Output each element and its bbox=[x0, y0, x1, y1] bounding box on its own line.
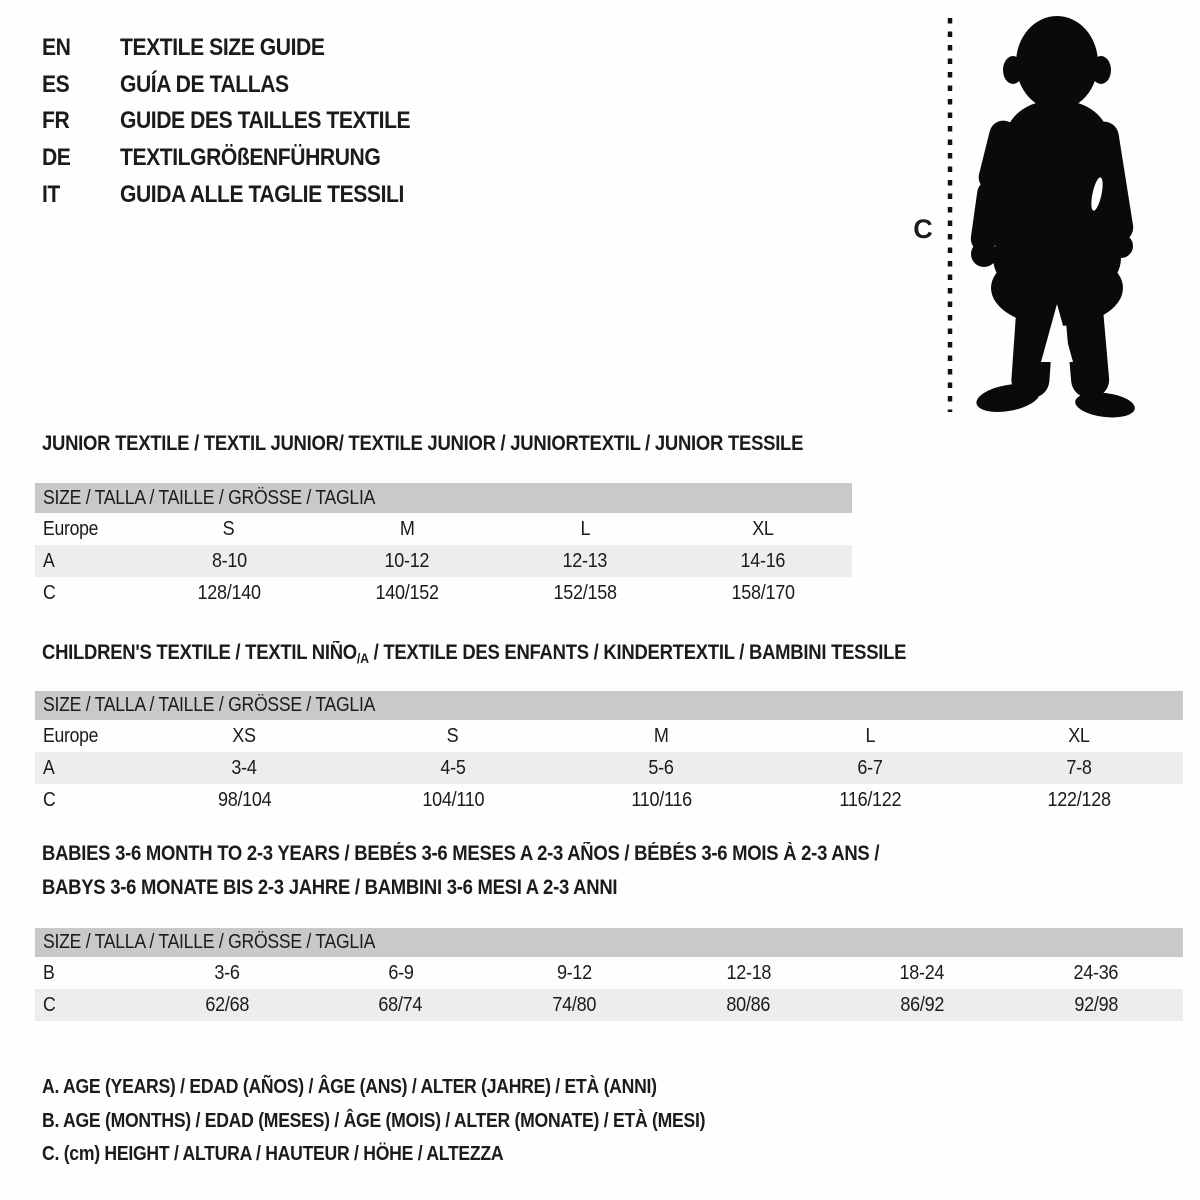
size-cell: 122/128 bbox=[1047, 788, 1111, 811]
size-cell: 12-18 bbox=[726, 961, 771, 984]
language-title-list bbox=[42, 30, 450, 213]
children-table-header bbox=[35, 691, 1183, 720]
language-title: GUIDE DES TAILLES TEXTILE bbox=[120, 107, 411, 135]
language-row-es bbox=[42, 67, 450, 104]
language-title: GUÍA DE TALLAS bbox=[120, 70, 289, 98]
row-label: B bbox=[43, 961, 55, 984]
size-cell: 5-6 bbox=[648, 756, 675, 779]
language-title: TEXTILE SIZE GUIDE bbox=[120, 34, 325, 62]
size-cell: 12-13 bbox=[562, 549, 608, 572]
size-cell: 80/86 bbox=[726, 993, 771, 1016]
language-title: TEXTILGRÖßENFÜHRUNG bbox=[120, 144, 381, 172]
children-row-europe bbox=[35, 720, 1183, 752]
size-cell: 24-36 bbox=[1073, 961, 1119, 984]
junior-table-header bbox=[35, 483, 852, 513]
size-cell: 68/74 bbox=[378, 993, 423, 1016]
size-cell: 6-7 bbox=[857, 756, 883, 779]
size-cell: 128/140 bbox=[197, 581, 261, 604]
babies-section-title-line2: BABYS 3-6 MONATE BIS 2-3 JAHRE / BAMBINI 3-6 MESI A 2-3 ANNI bbox=[42, 876, 618, 899]
children-row-age bbox=[35, 752, 1183, 784]
babies-size-table bbox=[35, 928, 1183, 1021]
language-row-fr bbox=[42, 103, 450, 140]
children-row-height bbox=[35, 784, 1183, 816]
babies-row-height bbox=[35, 989, 1183, 1021]
children-size-table bbox=[35, 691, 1183, 816]
size-cell: 62/68 bbox=[205, 993, 249, 1016]
size-cell: 4-5 bbox=[440, 756, 466, 779]
size-cell: M bbox=[654, 724, 669, 747]
size-cell: XL bbox=[752, 517, 774, 540]
size-cell: 74/80 bbox=[552, 993, 597, 1016]
size-cell: 86/92 bbox=[900, 993, 945, 1016]
height-measure-label: C bbox=[913, 214, 933, 244]
size-cell: 7-8 bbox=[1066, 756, 1092, 779]
row-label: A bbox=[43, 549, 55, 572]
junior-section-title: JUNIOR TEXTILE / TEXTIL JUNIOR/ TEXTILE JUNIOR / JUNIORTEXTIL / JUNIOR TESSILE bbox=[42, 432, 804, 455]
size-cell: 18-24 bbox=[899, 961, 945, 984]
size-cell: M bbox=[399, 517, 415, 540]
size-cell: 3-6 bbox=[214, 961, 240, 984]
size-cell: 3-4 bbox=[231, 756, 257, 779]
row-label: Europe bbox=[43, 517, 99, 540]
language-code: EN bbox=[42, 34, 71, 62]
size-cell: 8-10 bbox=[211, 549, 247, 572]
language-title: GUIDA ALLE TAGLIE TESSILI bbox=[120, 180, 404, 208]
legend-line-a: A. AGE (YEARS) / EDAD (AÑOS) / ÂGE (ANS) / ALTER (JAHRE) / ETÀ (ANNI) bbox=[42, 1076, 657, 1099]
language-code: ES bbox=[42, 70, 70, 98]
language-code: DE bbox=[42, 144, 71, 172]
size-cell: XS bbox=[232, 724, 257, 747]
size-cell: 116/122 bbox=[839, 788, 902, 811]
size-header-label: SIZE / TALLA / TAILLE / GRÖSSE / TAGLIA bbox=[43, 694, 376, 716]
size-cell: 14-16 bbox=[740, 549, 786, 572]
size-cell: 158/170 bbox=[731, 581, 795, 604]
language-code: IT bbox=[42, 180, 60, 208]
row-label: Europe bbox=[43, 724, 99, 747]
size-cell: S bbox=[447, 724, 459, 747]
nino-a-subscript: /A bbox=[356, 650, 369, 666]
row-label: C bbox=[43, 581, 56, 604]
row-label: C bbox=[43, 993, 56, 1016]
language-row-en bbox=[42, 30, 450, 67]
size-cell: 10-12 bbox=[384, 549, 430, 572]
toddler-silhouette-icon bbox=[900, 8, 1152, 422]
size-cell: 104/110 bbox=[421, 788, 484, 811]
size-cell: 92/98 bbox=[1074, 993, 1118, 1016]
babies-row-age bbox=[35, 957, 1183, 989]
measure-legend bbox=[42, 1071, 796, 1172]
size-cell: 9-12 bbox=[557, 961, 593, 984]
junior-row-europe bbox=[35, 513, 852, 545]
size-cell: 98/104 bbox=[217, 788, 272, 811]
size-cell: 140/152 bbox=[375, 581, 439, 604]
row-label: A bbox=[43, 756, 55, 779]
height-figure bbox=[900, 8, 1152, 422]
language-code: FR bbox=[42, 107, 70, 135]
row-label: C bbox=[43, 788, 56, 811]
junior-size-table bbox=[35, 483, 852, 609]
size-cell: 6-9 bbox=[388, 961, 414, 984]
junior-row-age bbox=[35, 545, 852, 577]
size-header-label: SIZE / TALLA / TAILLE / GRÖSSE / TAGLIA bbox=[43, 486, 376, 509]
junior-row-height bbox=[35, 577, 852, 609]
size-cell: L bbox=[580, 517, 590, 540]
legend-line-c: C. (cm) HEIGHT / ALTURA / HAUTEUR / HÖHE / ALTEZZA bbox=[42, 1143, 504, 1166]
size-cell: L bbox=[865, 724, 875, 747]
children-section-title: CHILDREN'S TEXTILE / TEXTIL $NIÑO_{/A}$ / TEXTILE DES ENFANTS / KINDERTEXTIL / BAMBINI TESSILE bbox=[42, 641, 907, 666]
legend-line-b: B. AGE (MONTHS) / EDAD (MESES) / ÂGE (MOIS) / ALTER (MONATE) / ETÀ (MESI) bbox=[42, 1109, 706, 1132]
babies-table-header bbox=[35, 928, 1183, 957]
babies-section-title-line1: BABIES 3-6 MONTH TO 2-3 YEARS / BEBÉS 3-6 MESES A 2-3 AÑOS / BÉBÉS 3-6 MOIS À 2-3 ANS / bbox=[42, 842, 880, 865]
size-cell: XL bbox=[1067, 724, 1090, 747]
size-header-label: SIZE / TALLA / TAILLE / GRÖSSE / TAGLIA bbox=[43, 931, 376, 953]
language-row-it bbox=[42, 176, 450, 213]
size-cell: S bbox=[223, 517, 235, 540]
size-cell: 152/158 bbox=[553, 581, 617, 604]
size-cell: 110/116 bbox=[631, 788, 692, 811]
language-row-de bbox=[42, 140, 450, 177]
